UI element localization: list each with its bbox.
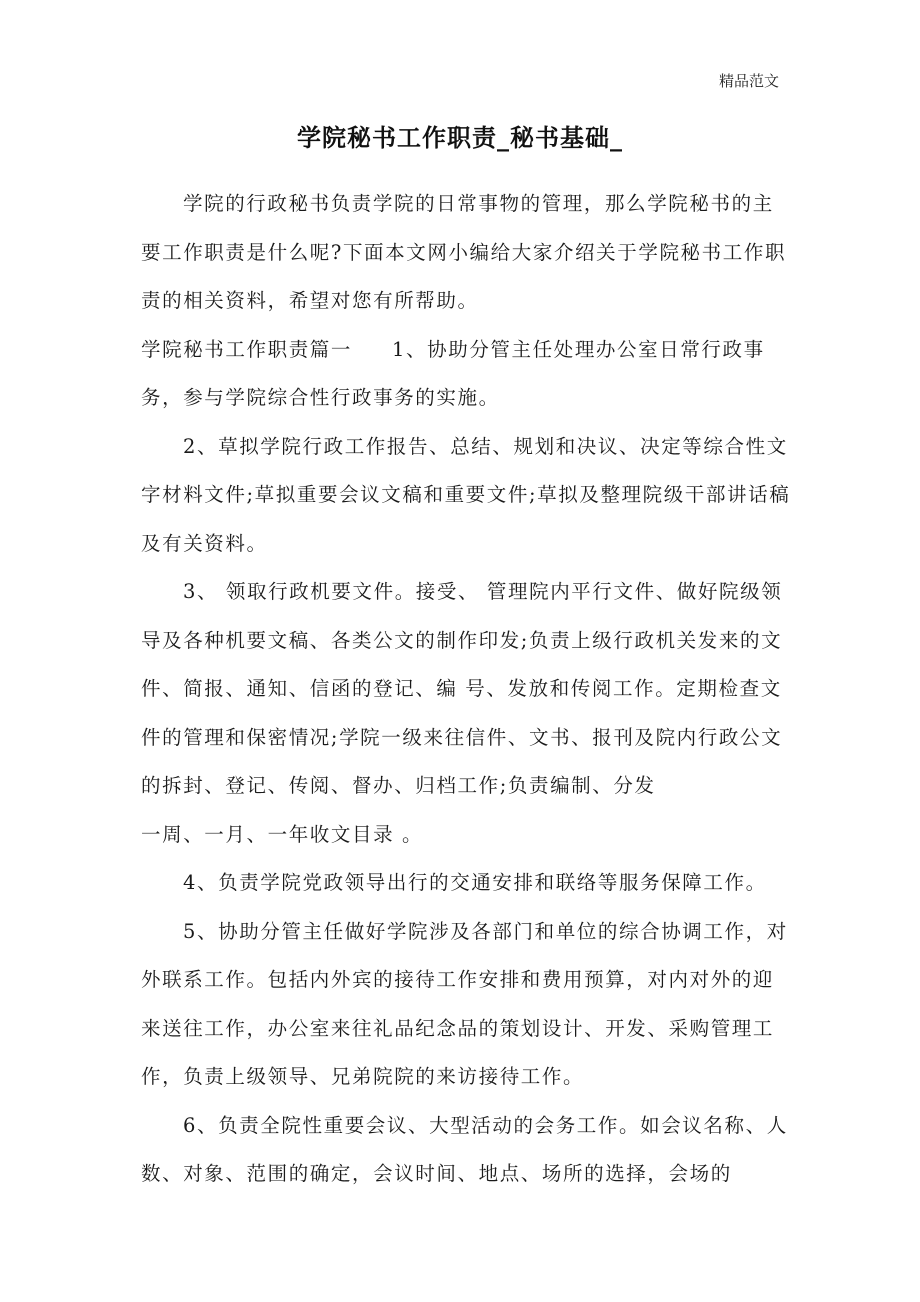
paragraph-item-5: 5、协助分管主任做好学院涉及各部门和单位的综合协调工作，对外联系工作。包括内外宾的接待工作安排和费用预算，对内对外的迎来送往工作，办公室来往礼品纪念品的策划设计、开发、采购管理工作，负责上级领导、兄弟院院的来访接待工作。 <box>141 919 788 1088</box>
paragraph-item-4: 4、负责学院党政领导出行的交通安排和联络等服务保障工作。 <box>183 871 767 894</box>
item-1: 1、协助分管主任处理办公室日常行政事务，参与学院综合性行政事务的实施。 <box>141 337 765 409</box>
header-tag: 精品范文 <box>718 72 779 90</box>
document-body <box>141 180 791 1199</box>
document-title: 学院秘书工作职责_秘书基础_ <box>297 124 623 152</box>
paragraph-item-3: 3、 领取行政机要文件。接受、 管理院内平行文件、做好院级领导及各种机要文稿、各类公文的制作印发;负责上级行政机关发来的文件、简报、通知、信函的登记、编 号、发放和传阅工作。定期检查文件的管理和保密情况;学院一级来往信件、文书、报刊及院内行政公文的拆封、登记、传阅、督办、归档工作;负责编制、分发 <box>141 580 783 797</box>
paragraph-item-6: 6、负责全院性重要会议、大型活动的会务工作。如会议名称、人数、对象、范围的确定，会议时间、地点、场所的选择，会场的 <box>141 1113 788 1185</box>
paragraph-intro: 学院的行政秘书负责学院的日常事物的管理，那么学院秘书的主要工作职责是什么呢?下面本文网小编给大家介绍关于学院秘书工作职责的相关资料，希望对您有所帮助。 <box>141 192 787 312</box>
paragraph-item-3-tail: 一周、一月、一年收文目录 。 <box>141 822 424 846</box>
paragraph-section-1 <box>141 326 791 423</box>
section-label: 学院秘书工作职责篇一 <box>141 337 353 361</box>
paragraph-item-2: 2、草拟学院行政工作报告、总结、规划和决议、决定等综合性文字材料文件;草拟重要会议文稿和重要文件;草拟及整理院级干部讲话稿及有关资料。 <box>141 434 791 555</box>
